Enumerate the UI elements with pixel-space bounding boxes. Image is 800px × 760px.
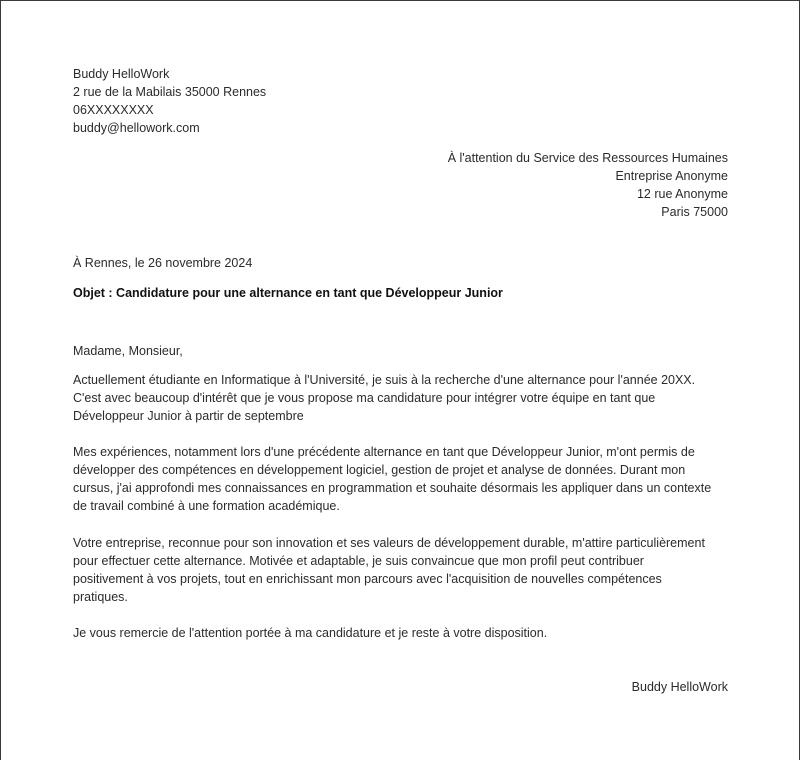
paragraph-line: pour effectuer cette alternance. Motivée et adaptable, je suis convaincue que mon profil peut contribuer	[73, 554, 644, 568]
paragraph-intro	[73, 371, 733, 425]
recipient-city: Paris 75000	[661, 205, 728, 219]
sender-email: buddy@hellowork.com	[73, 121, 200, 135]
paragraph-line: Votre entreprise, reconnue pour son innovation et ses valeurs de développement durable, m'attire particulièrement	[73, 536, 705, 550]
recipient-company: Entreprise Anonyme	[615, 169, 728, 183]
sender-phone: 06XXXXXXXX	[73, 103, 154, 117]
paragraph-closing	[73, 624, 733, 642]
salutation: Madame, Monsieur,	[73, 344, 183, 358]
paragraph-line: de travail combiné à une formation académique.	[73, 499, 340, 513]
recipient-block	[448, 149, 728, 221]
paragraph-line: Actuellement étudiante en Informatique à l'Université, je suis à la recherche d'une alternance pour l'année 20XX.	[73, 373, 696, 387]
recipient-attention: À l'attention du Service des Ressources Humaines	[447, 151, 728, 165]
signature: Buddy HelloWork	[631, 680, 728, 694]
recipient-street: 12 rue Anonyme	[636, 187, 728, 201]
paragraph-line: Mes expériences, notamment lors d'une précédente alternance en tant que Développeur Junior, m'ont permis de	[73, 445, 695, 459]
subject-line: Objet : Candidature pour une alternance en tant que Développeur Junior	[73, 286, 503, 300]
paragraph-experience	[73, 443, 733, 515]
sender-name: Buddy HelloWork	[73, 67, 170, 81]
paragraph-line: pratiques.	[73, 590, 128, 604]
paragraph-line: positivement à vos projets, tout en enrichissant mon parcours avec l'acquisition de nouvelles compétences	[73, 572, 662, 586]
paragraph-line: cursus, j'ai approfondi mes connaissances en programmation et souhaite désormais les appliquer dans un contexte	[73, 481, 712, 495]
paragraph-line: développer des compétences en développement logiciel, gestion de projet et analyse de données. Durant mon	[73, 463, 686, 477]
sender-block	[73, 65, 733, 137]
date-line: À Rennes, le 26 novembre 2024	[73, 256, 253, 270]
paragraph-line: Développeur Junior à partir de septembre	[73, 409, 304, 423]
paragraph-motivation	[73, 534, 733, 606]
paragraph-line: C'est avec beaucoup d'intérêt que je vous propose ma candidature pour intégrer votre équipe en tant que	[73, 391, 656, 405]
sender-address: 2 rue de la Mabilais 35000 Rennes	[73, 85, 267, 99]
paragraph-line: Je vous remercie de l'attention portée à ma candidature et je reste à votre disposition.	[73, 626, 548, 640]
